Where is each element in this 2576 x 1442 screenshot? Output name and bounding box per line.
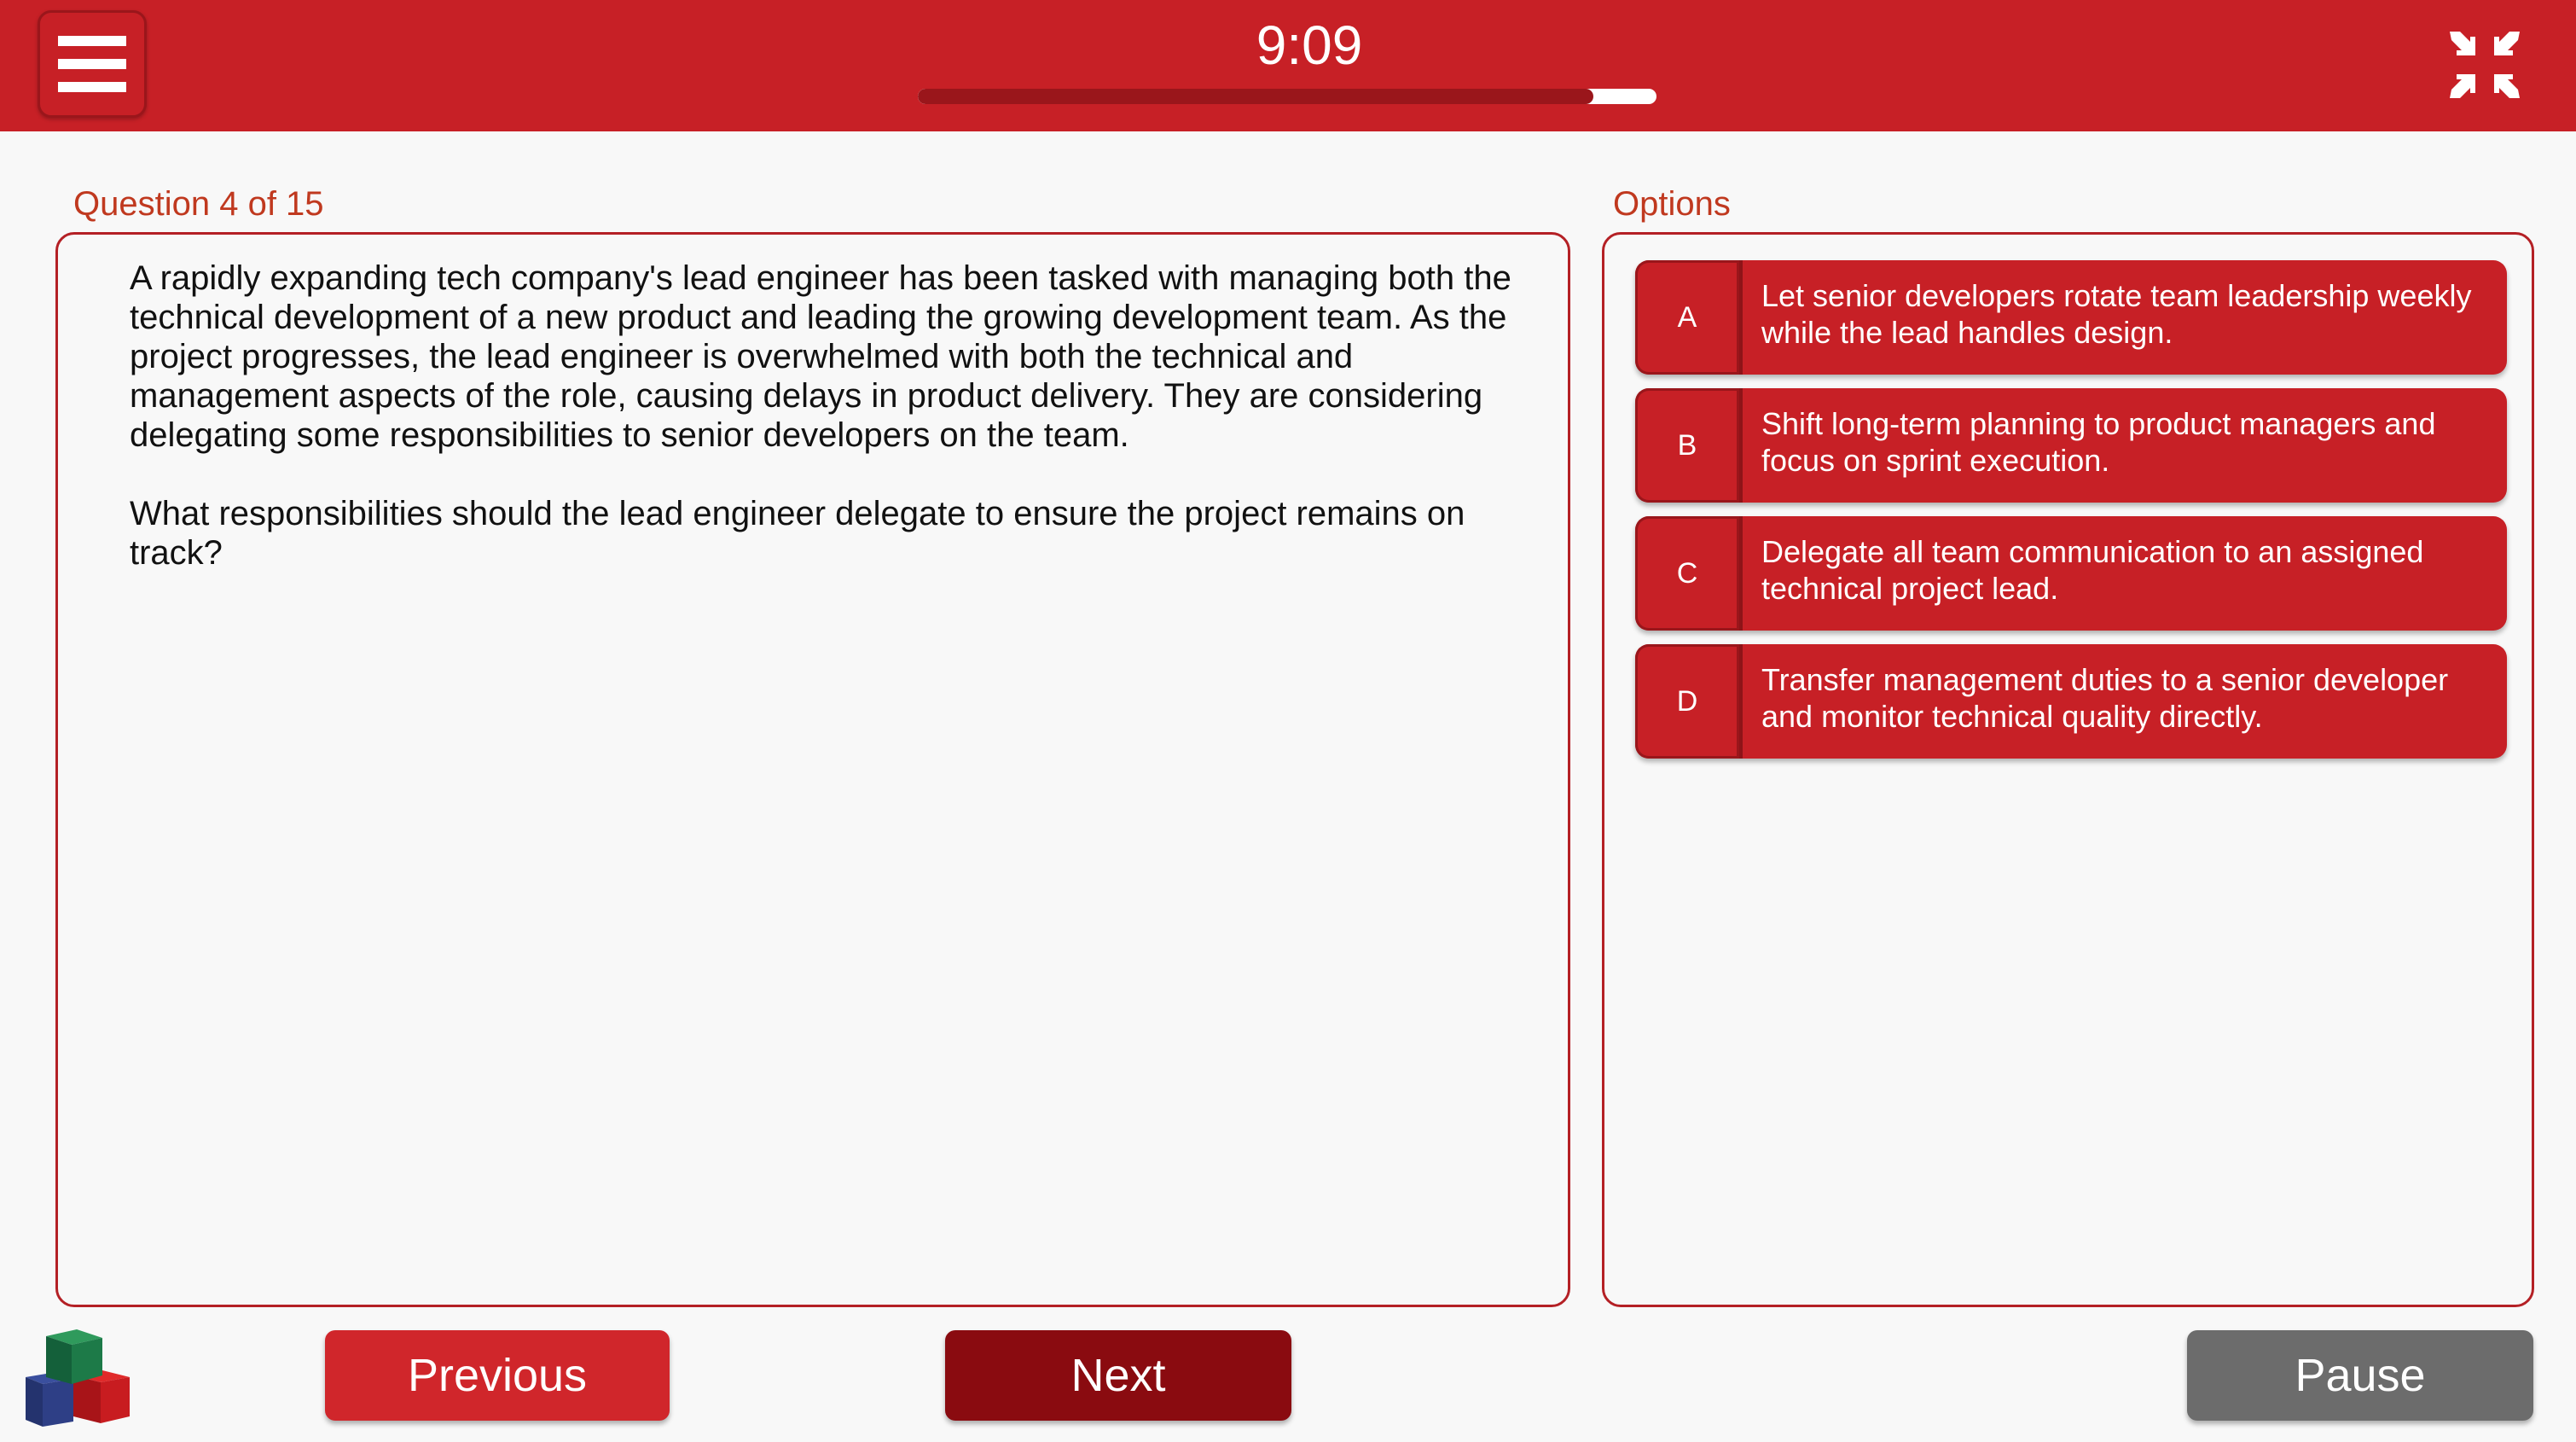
exit-fullscreen-icon <box>2448 28 2521 102</box>
stacked-cubes-logo-icon <box>20 1328 136 1430</box>
previous-button[interactable]: Previous <box>325 1330 670 1421</box>
option-letter: C <box>1635 516 1743 631</box>
timer-progress-bar <box>918 89 1656 104</box>
timer-progress-fill <box>918 89 1593 104</box>
question-scenario: A rapidly expanding tech company's lead engineer has been tasked with managing both the technical development of a new product and leading the growing development team. As the project progresses, the lead engineer is overwhelmed with both the technical and management aspects of the role, causing delays in product delivery. They are considering delegating some responsibilities to senior developers on the team. <box>130 259 1511 454</box>
question-prompt: What responsibilities should the lead engineer delegate to ensure the project remains on track? <box>130 495 1465 572</box>
pause-button[interactable]: Pause <box>2187 1330 2533 1421</box>
exit-fullscreen-button[interactable] <box>2436 19 2533 111</box>
option-d-button[interactable] <box>1635 644 2507 759</box>
option-c-button[interactable] <box>1635 516 2507 631</box>
option-letter: D <box>1635 644 1743 759</box>
question-panel <box>55 232 1570 1307</box>
option-letter: A <box>1635 260 1743 375</box>
option-b-button[interactable] <box>1635 388 2507 503</box>
option-letter: B <box>1635 388 1743 503</box>
options-panel <box>1602 232 2534 1307</box>
option-text: Transfer management duties to a senior developer and monitor technical quality directly. <box>1761 662 2449 734</box>
menu-button[interactable] <box>38 10 147 118</box>
hamburger-menu-icon <box>57 29 127 99</box>
option-text: Shift long-term planning to product managers and focus on sprint execution. <box>1761 406 2436 478</box>
option-text: Let senior developers rotate team leadership weekly while the lead handles design. <box>1761 278 2472 350</box>
next-button[interactable]: Next <box>945 1330 1291 1421</box>
option-text: Delegate all team communication to an assigned technical project lead. <box>1761 534 2424 606</box>
options-heading: Options <box>1613 185 1731 223</box>
timer: 9:09 <box>1256 15 1363 76</box>
top-bar <box>0 0 2576 131</box>
option-a-button[interactable] <box>1635 260 2507 375</box>
question-text <box>130 259 1529 612</box>
question-counter: Question 4 of 15 <box>73 185 324 223</box>
